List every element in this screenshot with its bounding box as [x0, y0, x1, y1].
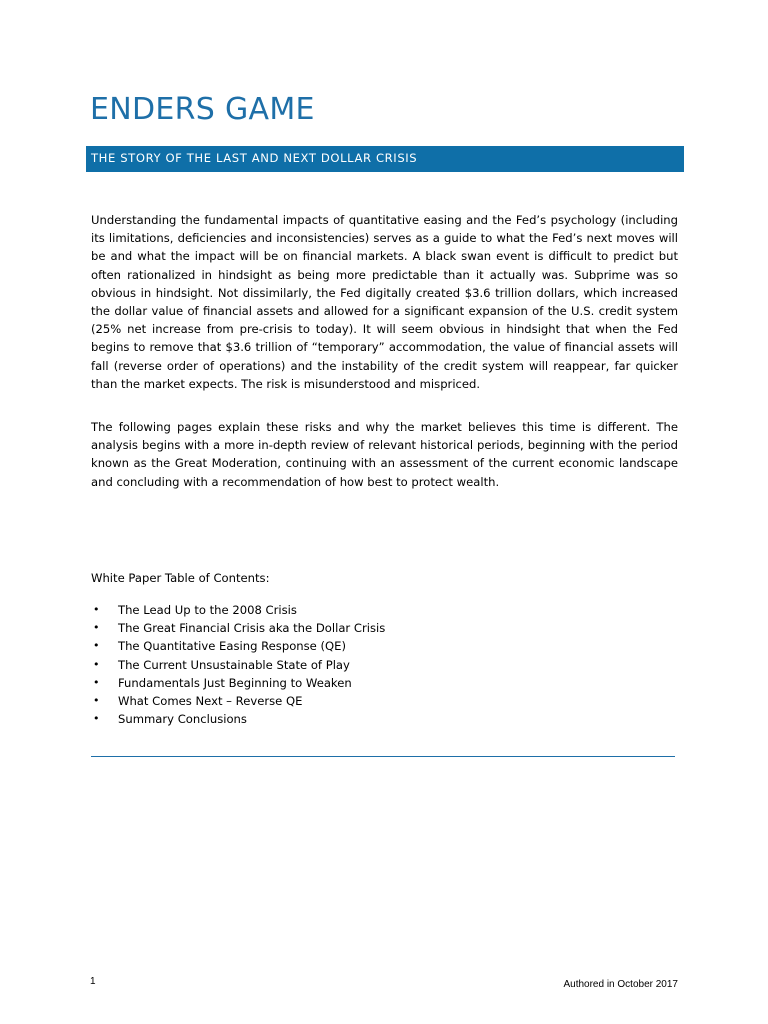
toc-item-label: Summary Conclusions — [118, 712, 247, 727]
toc-item-label: The Quantitative Easing Response (QE) — [118, 639, 346, 654]
document-title: ENDERS GAME — [90, 92, 315, 127]
toc-item-label: Fundamentals Just Beginning to Weaken — [118, 675, 352, 690]
bullet-icon: • — [93, 603, 100, 616]
toc-item — [91, 637, 385, 655]
bullet-icon: • — [93, 675, 100, 689]
toc-item-label: The Great Financial Crisis aka the Dollar Crisis — [118, 621, 386, 636]
toc-item-label: What Comes Next – Reverse QE — [118, 693, 303, 708]
section-divider — [91, 756, 675, 757]
toc-item-label: The Current Unsustainable State of Play — [118, 657, 350, 672]
bullet-icon: • — [93, 657, 100, 671]
page-number: 1 — [90, 976, 96, 987]
toc-item — [91, 692, 385, 710]
subtitle-banner — [86, 146, 684, 172]
toc-list — [91, 601, 385, 728]
toc-item-label: The Lead Up to the 2008 Crisis — [118, 603, 297, 617]
toc-item — [91, 656, 385, 674]
authored-date-note: Authored in October 2017 — [563, 979, 678, 990]
document-subtitle: THE STORY OF THE LAST AND NEXT DOLLAR CRISIS — [91, 151, 418, 165]
intro-paragraph: Understanding the fundamental impacts of quantitative easing and the Fed’s psychology (including its limitations, deficiencies and inconsistencies) serves as a guide to what the Fed’s next moves will be and what the impact will be on financial markets. A black swan event is difficult to predict but often rationalized in hindsight as being more predictable than it actually was. Subprime was so obvious in hindsight. Not dissimilarly, the Fed digitally created $3.6 trillion dollars, which increased the dollar value of financial assets and allowed for a significant expansion of the U.S. credit system (25% net increase from pre-crisis to today). It will seem obvious in hindsight that when the Fed begins to remove that $3.6 trillion of “temporary” accommodation, the value of financial assets will fall (reverse order of operations) and the instability of the credit system will reappear, far quicker than the market expects. The risk is misunderstood and mispriced. — [91, 213, 678, 391]
toc-item — [91, 674, 385, 692]
toc-item — [91, 619, 385, 637]
bullet-icon: • — [93, 639, 100, 653]
toc-item — [91, 601, 385, 619]
bullet-icon: • — [93, 621, 100, 635]
overview-paragraph: The following pages explain these risks and why the market believes this time is different. The analysis begins with a more in-depth review of relevant historical periods, beginning with the period known as the Great Moderation, continuing with an assessment of the current economic landscape and concluding with a recommendation of how best to protect wealth. — [91, 420, 678, 489]
bullet-icon: • — [93, 712, 100, 726]
toc-heading: White Paper Table of Contents: — [91, 571, 270, 585]
bullet-icon: • — [93, 693, 100, 707]
toc-item — [91, 710, 385, 728]
